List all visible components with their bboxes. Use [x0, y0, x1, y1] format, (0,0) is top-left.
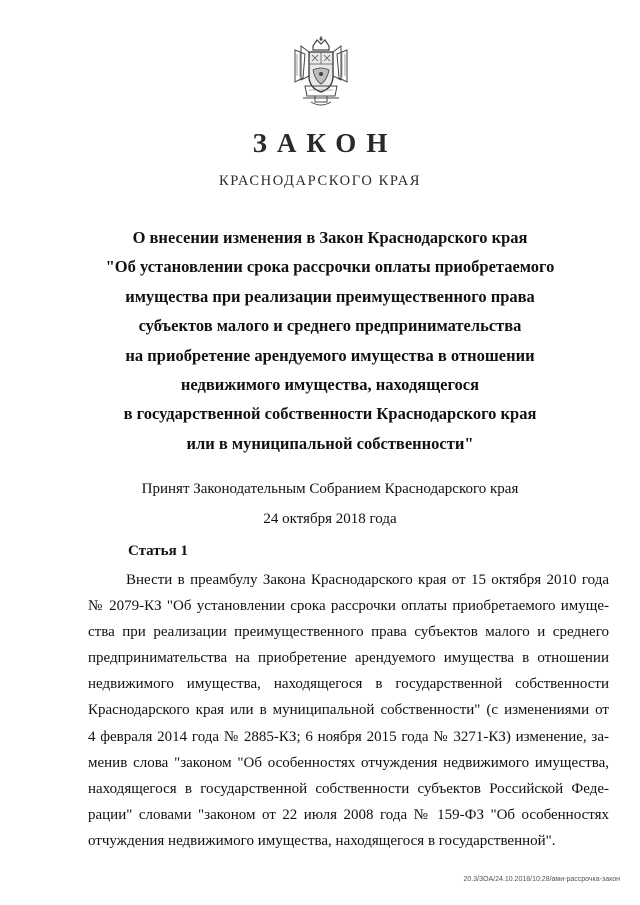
heading-line: имущества при реализации преимущественного права — [125, 286, 535, 306]
heading-line: субъектов малого и среднего предпринимательства — [138, 316, 522, 336]
article-title: Статья 1 — [128, 543, 188, 559]
adoption-date: 24 октября 2018 года — [263, 511, 397, 527]
body-line: ства при реализации преимущественного права субъектов малого и среднего — [88, 624, 609, 641]
law-title: ЗАКОН — [252, 128, 398, 158]
body-line: менив слова "законом "Об особенностях отчуждения недвижимого имущества, — [88, 754, 609, 771]
heading-line: в государственной собственности Краснодарского края — [123, 404, 537, 424]
law-heading — [60, 223, 600, 458]
body-line: Краснодарского края или в муниципальной собственности" (с изменениями от — [88, 702, 609, 719]
heading-line: "Об установлении срока рассрочки оплаты приобретаемого — [105, 257, 555, 277]
heading-line: или в муниципальной собственности" — [186, 433, 474, 453]
body-line: предпринимательства на приобретение арендуемого имущества в отношении — [88, 650, 609, 667]
article-body — [88, 567, 609, 854]
body-line: Внести в преамбулу Закона Краснодарского края от 15 октября 2010 года — [126, 572, 609, 588]
footer-stamp: 20.3/ЗОА/24.10.2018/10:28/ами-рассрочка-закон — [463, 876, 620, 883]
body-line: недвижимого имущества, находящегося в государственной собственности — [88, 676, 609, 693]
body-line: 4 февраля 2014 года № 2885-КЗ; 6 ноября 2015 года № 3271-КЗ) изменение, за- — [88, 728, 609, 745]
body-line: рации" словами "законом от 22 июля 2008 года № 159-ФЗ "Об особенностях — [88, 806, 609, 823]
body-line: отчуждения недвижимого имущества, находящегося в государственной". — [88, 832, 556, 849]
adoption-note — [60, 474, 600, 534]
coat-of-arms-icon — [291, 36, 351, 108]
heading-line: О внесении изменения в Закон Краснодарского края — [132, 228, 528, 247]
adoption-line: Принят Законодательным Собранием Краснодарского края — [141, 481, 519, 497]
heading-line: на приобретение арендуемого имущества в отношении — [125, 345, 535, 365]
body-line: № 2079-КЗ "Об установлении срока рассрочки оплаты приобретаемого имуще- — [88, 598, 609, 615]
body-line: находящегося в государственной собственности субъектов Российской Феде- — [88, 780, 609, 797]
law-subtitle: КРАСНОДАРСКОГО КРАЯ — [218, 173, 422, 189]
heading-line: недвижимого имущества, находящегося — [180, 375, 480, 395]
